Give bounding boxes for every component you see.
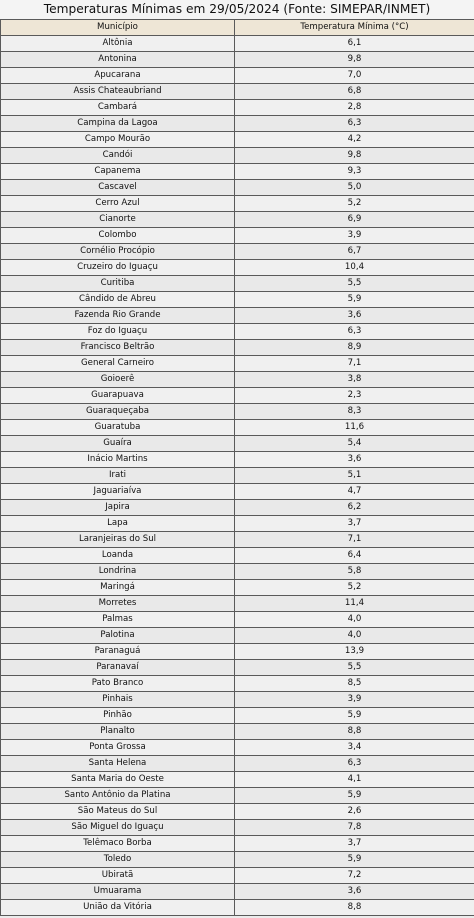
municipio-cell: Cambará	[1, 100, 235, 116]
table-row	[1, 212, 474, 228]
municipio-cell: Cruzeiro do Iguaçu	[1, 260, 235, 276]
table-row	[1, 660, 474, 676]
municipio-cell: Campo Mourão	[1, 132, 235, 148]
page-title: Temperaturas Mínimas em 29/05/2024 (Fonte: SIMEPAR/INMET)	[0, 0, 474, 19]
table-row	[1, 356, 474, 372]
municipio-cell: Paranaguá	[1, 644, 235, 660]
temperatura-cell: 7,8	[235, 820, 474, 836]
temperatura-cell: 3,9	[235, 228, 474, 244]
municipio-cell: Foz do Iguaçu	[1, 324, 235, 340]
table-row	[1, 100, 474, 116]
municipio-cell: Cândido de Abreu	[1, 292, 235, 308]
municipio-cell: Goioerê	[1, 372, 235, 388]
table-row	[1, 276, 474, 292]
temperatura-cell: 3,6	[235, 308, 474, 324]
temperatura-cell: 3,7	[235, 516, 474, 532]
municipio-cell: Cascavel	[1, 180, 235, 196]
temperatura-cell: 5,9	[235, 292, 474, 308]
column-header-municipio: Município	[1, 20, 235, 36]
table-row	[1, 404, 474, 420]
temperatura-cell: 5,0	[235, 180, 474, 196]
table-row	[1, 68, 474, 84]
temperatura-cell: 6,4	[235, 548, 474, 564]
table-row	[1, 436, 474, 452]
municipio-cell: União da Vitória	[1, 900, 235, 916]
municipio-cell: Palmas	[1, 612, 235, 628]
table-row	[1, 484, 474, 500]
table-row	[1, 452, 474, 468]
temperatura-cell: 5,8	[235, 564, 474, 580]
temperatura-cell: 5,5	[235, 276, 474, 292]
table-row	[1, 468, 474, 484]
municipio-cell: Curitiba	[1, 276, 235, 292]
table-row	[1, 852, 474, 868]
temperatura-cell: 5,9	[235, 708, 474, 724]
municipio-cell: Campina da Lagoa	[1, 116, 235, 132]
municipio-cell: Japira	[1, 500, 235, 516]
table-row	[1, 148, 474, 164]
temperatura-cell: 5,2	[235, 580, 474, 596]
municipio-cell: Guaíra	[1, 436, 235, 452]
temperatura-cell: 5,2	[235, 196, 474, 212]
municipio-cell: Antonina	[1, 52, 235, 68]
temperatura-cell: 6,7	[235, 244, 474, 260]
municipio-cell: Altônia	[1, 36, 235, 52]
temperatura-cell: 6,3	[235, 116, 474, 132]
table-row	[1, 724, 474, 740]
table-row	[1, 820, 474, 836]
table-row	[1, 52, 474, 68]
temperatura-cell: 7,2	[235, 868, 474, 884]
temperatura-cell: 6,8	[235, 84, 474, 100]
municipio-cell: Inácio Martins	[1, 452, 235, 468]
municipio-cell: Toledo	[1, 852, 235, 868]
municipio-cell: Palotina	[1, 628, 235, 644]
municipio-cell: Ubiratã	[1, 868, 235, 884]
table-row	[1, 372, 474, 388]
temperatura-cell: 2,8	[235, 100, 474, 116]
municipio-cell: Paranavaí	[1, 660, 235, 676]
table-row	[1, 596, 474, 612]
table-row	[1, 164, 474, 180]
temperatura-cell: 4,0	[235, 612, 474, 628]
municipio-cell: Guaraqueçaba	[1, 404, 235, 420]
table-row	[1, 260, 474, 276]
municipio-cell: Telêmaco Borba	[1, 836, 235, 852]
temperatura-cell: 9,8	[235, 148, 474, 164]
table-row	[1, 324, 474, 340]
table-row	[1, 628, 474, 644]
municipio-cell: Pinhais	[1, 692, 235, 708]
municipio-cell: Santa Maria do Oeste	[1, 772, 235, 788]
table-row	[1, 708, 474, 724]
temperatura-cell: 7,0	[235, 68, 474, 84]
temperatura-cell: 3,6	[235, 452, 474, 468]
temperatura-cell: 10,4	[235, 260, 474, 276]
temperatura-cell: 5,9	[235, 788, 474, 804]
municipio-cell: Pinhão	[1, 708, 235, 724]
temperatura-cell: 6,1	[235, 36, 474, 52]
municipio-cell: Santa Helena	[1, 756, 235, 772]
table-row	[1, 884, 474, 900]
municipio-cell: Pato Branco	[1, 676, 235, 692]
temperature-table	[0, 19, 474, 916]
municipio-cell: Francisco Beltrão	[1, 340, 235, 356]
municipio-cell: São Mateus do Sul	[1, 804, 235, 820]
temperatura-cell: 6,9	[235, 212, 474, 228]
temperatura-cell: 5,4	[235, 436, 474, 452]
table-row	[1, 564, 474, 580]
temperatura-cell: 2,6	[235, 804, 474, 820]
temperatura-cell: 2,3	[235, 388, 474, 404]
table-row	[1, 644, 474, 660]
table-row	[1, 36, 474, 52]
municipio-cell: Londrina	[1, 564, 235, 580]
municipio-cell: Santo Antônio da Platina	[1, 788, 235, 804]
table-row	[1, 676, 474, 692]
temperatura-cell: 7,1	[235, 356, 474, 372]
table-row	[1, 580, 474, 596]
temperatura-cell: 5,1	[235, 468, 474, 484]
table-row	[1, 420, 474, 436]
temperatura-cell: 3,8	[235, 372, 474, 388]
table-row	[1, 900, 474, 916]
table-row	[1, 788, 474, 804]
municipio-cell: Loanda	[1, 548, 235, 564]
table-row	[1, 116, 474, 132]
municipio-cell: General Carneiro	[1, 356, 235, 372]
municipio-cell: Candói	[1, 148, 235, 164]
municipio-cell: Planalto	[1, 724, 235, 740]
temperatura-cell: 8,9	[235, 340, 474, 356]
table-row	[1, 516, 474, 532]
municipio-cell: Capanema	[1, 164, 235, 180]
temperatura-cell: 3,9	[235, 692, 474, 708]
municipio-cell: Laranjeiras do Sul	[1, 532, 235, 548]
temperatura-cell: 4,0	[235, 628, 474, 644]
temperatura-cell: 8,5	[235, 676, 474, 692]
table-row	[1, 804, 474, 820]
temperatura-cell: 6,2	[235, 500, 474, 516]
municipio-cell: Guarapuava	[1, 388, 235, 404]
temperatura-cell: 4,2	[235, 132, 474, 148]
temperatura-cell: 5,5	[235, 660, 474, 676]
table-row	[1, 740, 474, 756]
temperatura-cell: 11,6	[235, 420, 474, 436]
table-row	[1, 692, 474, 708]
temperatura-cell: 7,1	[235, 532, 474, 548]
temperatura-cell: 11,4	[235, 596, 474, 612]
municipio-cell: Jaguariaíva	[1, 484, 235, 500]
table-row	[1, 868, 474, 884]
municipio-cell: Assis Chateaubriand	[1, 84, 235, 100]
table-body	[1, 36, 474, 916]
municipio-cell: São Miguel do Iguaçu	[1, 820, 235, 836]
temperatura-cell: 3,7	[235, 836, 474, 852]
temperatura-cell: 6,3	[235, 756, 474, 772]
table-row	[1, 228, 474, 244]
temperatura-cell: 3,6	[235, 884, 474, 900]
table-header-row	[1, 20, 474, 36]
table-row	[1, 308, 474, 324]
municipio-cell: Morretes	[1, 596, 235, 612]
table-row	[1, 836, 474, 852]
municipio-cell: Ponta Grossa	[1, 740, 235, 756]
temperatura-cell: 9,8	[235, 52, 474, 68]
table-row	[1, 500, 474, 516]
municipio-cell: Irati	[1, 468, 235, 484]
column-header-temperatura: Temperatura Mínima (°C)	[235, 20, 474, 36]
municipio-cell: Colombo	[1, 228, 235, 244]
temperatura-cell: 3,4	[235, 740, 474, 756]
table-row	[1, 756, 474, 772]
table-row	[1, 772, 474, 788]
temperatura-cell: 9,3	[235, 164, 474, 180]
temperatura-cell: 4,7	[235, 484, 474, 500]
table-row	[1, 292, 474, 308]
municipio-cell: Maringá	[1, 580, 235, 596]
temperatura-cell: 5,9	[235, 852, 474, 868]
table-row	[1, 548, 474, 564]
municipio-cell: Lapa	[1, 516, 235, 532]
table-row	[1, 244, 474, 260]
table-row	[1, 84, 474, 100]
temperatura-cell: 8,8	[235, 900, 474, 916]
table-row	[1, 180, 474, 196]
municipio-cell: Cianorte	[1, 212, 235, 228]
temperatura-cell: 8,8	[235, 724, 474, 740]
municipio-cell: Apucarana	[1, 68, 235, 84]
temperatura-cell: 4,1	[235, 772, 474, 788]
table-row	[1, 340, 474, 356]
municipio-cell: Umuarama	[1, 884, 235, 900]
temperatura-cell: 8,3	[235, 404, 474, 420]
table-row	[1, 388, 474, 404]
municipio-cell: Cornélio Procópio	[1, 244, 235, 260]
municipio-cell: Fazenda Rio Grande	[1, 308, 235, 324]
table-row	[1, 532, 474, 548]
table-row	[1, 196, 474, 212]
municipio-cell: Cerro Azul	[1, 196, 235, 212]
temperatura-cell: 6,3	[235, 324, 474, 340]
table-row	[1, 132, 474, 148]
temperatura-cell: 13,9	[235, 644, 474, 660]
municipio-cell: Guaratuba	[1, 420, 235, 436]
table-row	[1, 612, 474, 628]
